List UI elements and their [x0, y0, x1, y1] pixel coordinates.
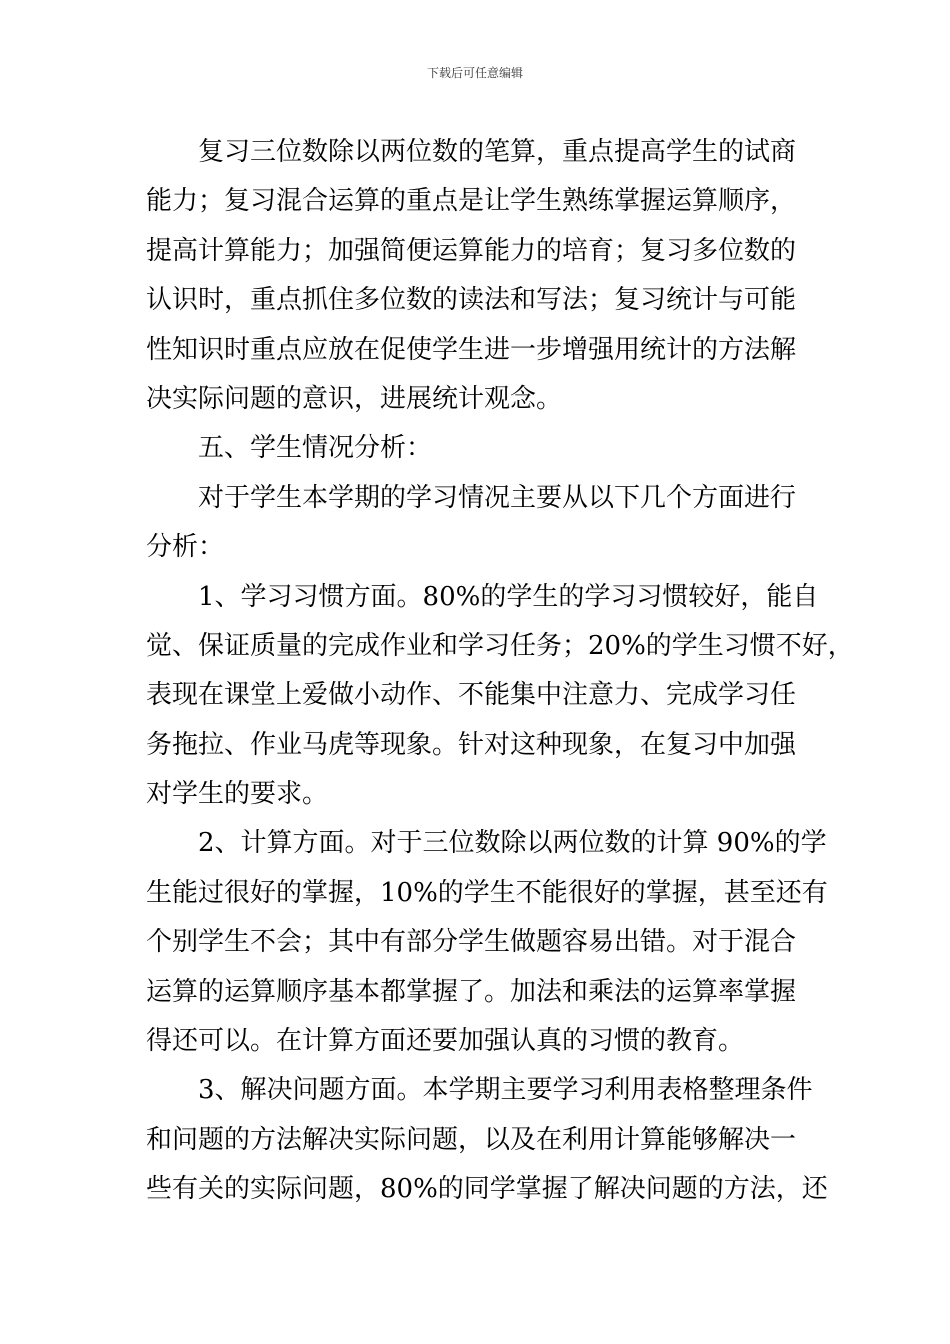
paragraph-1-line-1: 复习三位数除以两位数的笔算，重点提高学生的试商	[198, 137, 797, 167]
paragraph-5-line-1: 2、计算方面。对于三位数除以两位数的计算 90%的学	[198, 828, 827, 859]
paragraph-5-line-2: 生能过很好的掌握，10%的学生不能很好的掌握，甚至还有	[146, 877, 828, 908]
section-heading-student-analysis: 五、学生情况分析：	[198, 433, 433, 464]
paragraph-4-line-2: 觉、保证质量的完成作业和学习任务；20%的学生习惯不好，	[146, 630, 854, 661]
paragraph-1-line-2: 能力；复习混合运算的重点是让学生熟练掌握运算顺序，	[146, 186, 797, 217]
paragraph-6-line-2: 和问题的方法解决实际问题，以及在利用计算能够解决一	[146, 1124, 797, 1155]
paragraph-6-line-1: 3、解决问题方面。本学期主要学习利用表格整理条件	[198, 1075, 813, 1106]
paragraph-5-line-4: 运算的运算顺序基本都掌握了。加法和乘法的运算率掌握	[146, 976, 797, 1007]
paragraph-4-line-3: 表现在课堂上爱做小动作、不能集中注意力、完成学习任	[146, 680, 797, 711]
paragraph-1-line-5: 性知识时重点应放在促使学生进一步增强用统计的方法解	[146, 334, 797, 365]
page-header: 下载后可任意编辑	[426, 66, 523, 80]
paragraph-5-line-5: 得还可以。在计算方面还要加强认真的习惯的教育。	[146, 1026, 745, 1057]
paragraph-3-line-1: 对于学生本学期的学习情况主要从以下几个方面进行	[198, 482, 797, 513]
paragraph-4-line-5: 对学生的要求。	[146, 779, 329, 810]
paragraph-1-line-3: 提高计算能力；加强简便运算能力的培育；复习多位数的	[146, 235, 797, 266]
paragraph-1-line-6: 决实际问题的意识，进展统计观念。	[146, 383, 563, 414]
paragraph-5-line-3: 个别学生不会；其中有部分学生做题容易出错。对于混合	[146, 927, 797, 958]
paragraph-3-line-2: 分析：	[146, 532, 225, 563]
paragraph-1-line-4: 认识时，重点抓住多位数的读法和写法；复习统计与可能	[146, 285, 797, 316]
document-body	[146, 128, 854, 1215]
paragraph-6-line-3: 些有关的实际问题，80%的同学掌握了解决问题的方法，还	[146, 1174, 828, 1205]
paragraph-4-line-4: 务拖拉、作业马虎等现象。针对这种现象，在复习中加强	[146, 729, 797, 760]
paragraph-4-line-1: 1、学习习惯方面。80%的学生的学习习惯较好，能自	[198, 581, 819, 612]
